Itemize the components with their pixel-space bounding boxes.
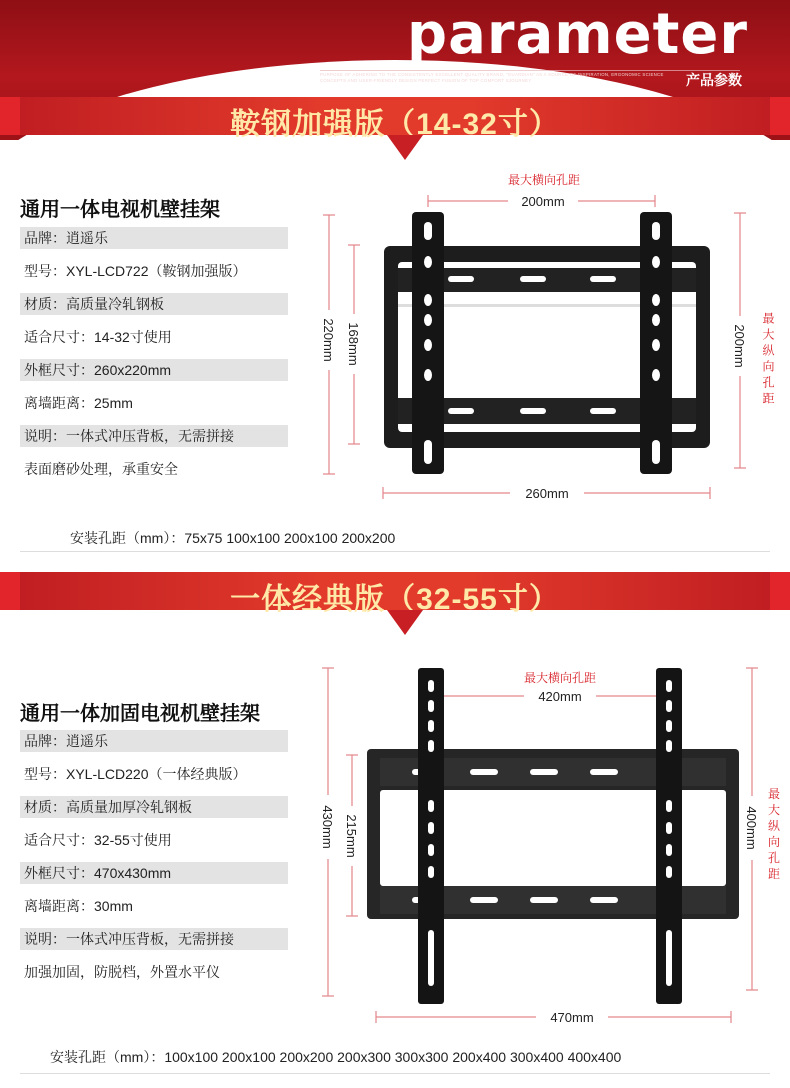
max-horizontal-value: 200mm (521, 194, 565, 209)
spec-feature: 加强加固，防脱档，外置水平仪 (24, 964, 220, 980)
product-title-1: 通用一体电视机壁挂架 (20, 199, 220, 221)
max-vertical-label: 最大纵向孔距 (768, 787, 781, 881)
bracket-diagram-1 (321, 172, 775, 503)
inner-height-value: 215mm (344, 814, 359, 858)
max-vertical-value: 200mm (732, 324, 747, 368)
spec-material: 材质：高质量加厚冷轧钢板 (20, 795, 288, 828)
spec-brand: 品牌：逍遥乐 (20, 729, 288, 762)
spec-size: 适合尺寸：14-32寸使用 (24, 329, 172, 345)
page-title: parameter (407, 2, 748, 67)
section-title-2: 一体经典版（32-55寸） (230, 583, 560, 616)
spec-feature: 表面磨砂处理，承重安全 (24, 461, 178, 477)
spec-frame: 外框尺寸：260x220mm (20, 358, 288, 391)
product-title-2: 通用一体加固电视机壁挂架 (20, 703, 260, 725)
spec-wall-distance: 离墙距离：25mm (24, 395, 133, 411)
spec-note: 说明：一体式冲压背板，无需拼接 (20, 927, 288, 960)
mount-holes-2: 安装孔距（mm）：100x100 200x100 200x200 200x300 300x300 200x400 300x400 400x400 (50, 1049, 622, 1065)
max-vertical-value: 400mm (744, 806, 759, 850)
max-horizontal-label: 最大横向孔距 (523, 671, 597, 685)
spec-size: 适合尺寸：32-55寸使用 (24, 832, 172, 848)
max-horizontal-value: 420mm (538, 689, 582, 704)
spec-material: 材质：高质量冷轧钢板 (20, 292, 288, 325)
outer-height-value: 220mm (321, 318, 336, 362)
max-vertical-label: 最大纵向孔距 (761, 312, 775, 404)
outer-height-value: 430mm (320, 805, 335, 849)
spec-model: 型号：XYL-LCD722（鞍钢加强版） (24, 263, 247, 279)
max-horizontal-label: 最大横向孔距 (507, 173, 581, 187)
spec-wall-distance: 离墙距离：30mm (24, 898, 133, 914)
spec-model: 型号：XYL-LCD220（一体经典版） (24, 766, 247, 782)
bracket-diagram-2 (320, 668, 780, 1027)
page-subtitle: 产品参数 (686, 72, 742, 88)
spec-brand: 品牌：逍遥乐 (20, 226, 288, 259)
section-title-1: 鞍钢加强版（14-32寸） (230, 108, 560, 141)
header-slogan: PURPOSE OF ADHERING TO THE CONSISTENTLY EXCELLENT QUALITY BRAND, "GUARDIAN" AS A SOURCE OF INSPIRATION, ERGONOMIC SCIENCE CONCEPTS AND USER-FRIENDLY DESIGN PERFECT FUSION OF TOP COMFORT SJOURNEY (320, 72, 664, 83)
inner-height-value: 168mm (346, 322, 361, 366)
spec-frame: 外框尺寸：470x430mm (20, 861, 288, 894)
spec-note: 说明：一体式冲压背板，无需拼接 (20, 424, 288, 457)
mount-holes-1: 安装孔距（mm）：75x75 100x100 200x100 200x200 (70, 530, 396, 546)
outer-width-value: 260mm (525, 486, 569, 501)
outer-width-value: 470mm (550, 1010, 594, 1025)
